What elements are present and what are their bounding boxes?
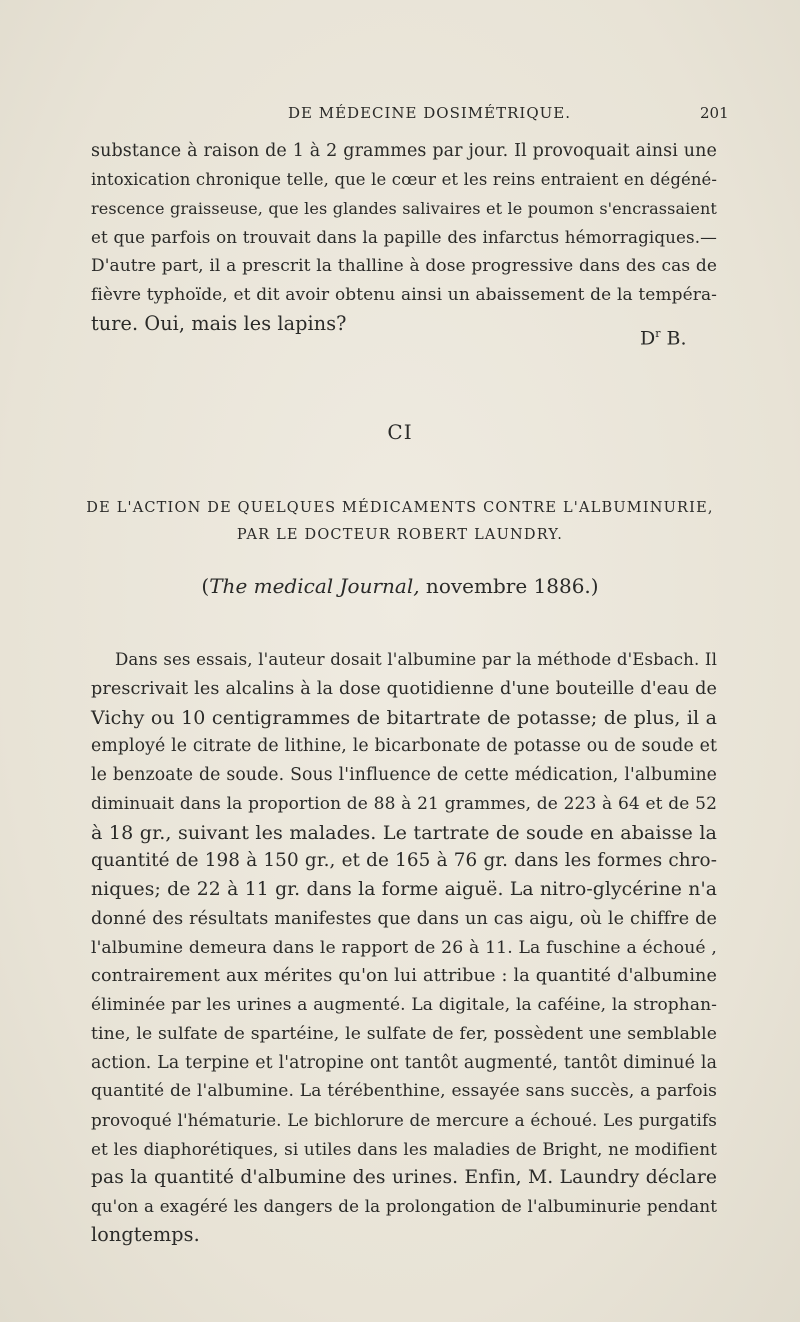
- article-heading-line-2: PAR LE DOCTEUR ROBERT LAUNDRY.: [236, 527, 564, 543]
- journal-title: The medical Journal,: [209, 574, 420, 598]
- text-line: fièvre typhoïde, et dit avoir obtenu ainsi un abaissement de la tempéra-: [91, 284, 717, 305]
- text-line: action. La terpine et l'atropine ont tantôt augmenté, tantôt diminué la: [91, 1052, 717, 1073]
- text-line: quantité de l'albumine. La térébenthine, essayée sans succès, a parfois: [91, 1081, 717, 1102]
- text-line: le benzoate de soude. Sous l'influence de cette médication, l'albumine: [91, 765, 717, 785]
- running-title: DE MÉDECINE DOSIMÉTRIQUE.: [288, 104, 571, 122]
- text-line: substance à raison de 1 à 2 grammes par jour. Il provoquait ainsi une: [91, 141, 717, 161]
- article-source: (The medical Journal, novembre 1886.): [201, 574, 599, 598]
- text-line: diminuait dans la proportion de 88 à 21 grammes, de 223 à 64 et de 52: [91, 793, 717, 814]
- text-line: et les diaphorétiques, si utiles dans les maladies de Bright, ne modifient: [91, 1138, 717, 1159]
- text-line: donné des résultats manifestes que dans un cas aigu, où le chiffre de: [91, 908, 717, 929]
- text-line: l'albumine demeura dans le rapport de 26 à 11. La fuschine a échoué ,: [91, 937, 717, 958]
- text-line: provoqué l'hématurie. Le bichlorure de mercure a échoué. Les purgatifs: [91, 1110, 717, 1130]
- text-line: contrairement aux mérites qu'on lui attribue : la quantité d'albumine: [91, 966, 717, 987]
- text-line: intoxication chronique telle, que le cœur et les reins entraient en dégéné-: [91, 169, 717, 189]
- article-number: CI: [387, 420, 413, 444]
- text-line: niques; de 22 à 11 gr. dans la forme aiguë. La nitro-glycérine n'a: [91, 879, 717, 900]
- running-head: [0, 104, 800, 128]
- page-number: 201: [700, 104, 729, 122]
- text-line: éliminée par les urines a augmenté. La digitale, la caféine, la strophan-: [91, 995, 717, 1015]
- text-line: ture. Oui, mais les lapins?: [91, 311, 347, 335]
- text-line: tine, le sulfate de spartéine, le sulfate de fer, possèdent une semblable: [91, 1023, 717, 1044]
- text-line: D'autre part, il a prescrit la thalline à dose progressive dans des cas de: [91, 256, 717, 276]
- text-line: Vichy ou 10 centigrammes de bitartrate de potasse; de plus, il a: [91, 706, 717, 729]
- text-line: prescrivait les alcalins à la dose quotidienne d'une bouteille d'eau de: [91, 678, 717, 699]
- text-line: rescence graisseuse, que les glandes salivaires et le poumon s'encrassaient: [91, 198, 717, 218]
- text-line: Dans ses essais, l'auteur dosait l'albumine par la méthode d'Esbach. Il: [115, 650, 717, 669]
- text-line: employé le citrate de lithine, le bicarbonate de potasse ou de soude et: [91, 736, 717, 757]
- text-line: qu'on a exagéré les dangers de la prolongation de l'albuminurie pendant: [91, 1196, 717, 1217]
- article-body-paragraph: [91, 646, 717, 1250]
- text-line: longtemps.: [91, 1223, 200, 1246]
- text-line: et que parfois on trouvait dans la papille des infarctus hémorragiques.—: [91, 227, 717, 248]
- author-signature: $D^r$ B.: [640, 327, 687, 350]
- previous-article-paragraph: [91, 137, 717, 338]
- text-line: pas la quantité d'albumine des urines. Enfin, M. Laundry déclare: [91, 1166, 717, 1188]
- text-line: quantité de 198 à 150 gr., et de 165 à 76 gr. dans les formes chro-: [91, 850, 717, 872]
- text-line: à 18 gr., suivant les malades. Le tartrate de soude en abaisse la: [91, 820, 717, 844]
- article-heading-line-1: DE L'ACTION DE QUELQUES MÉDICAMENTS CONTRE L'ALBUMINURIE,: [86, 500, 714, 516]
